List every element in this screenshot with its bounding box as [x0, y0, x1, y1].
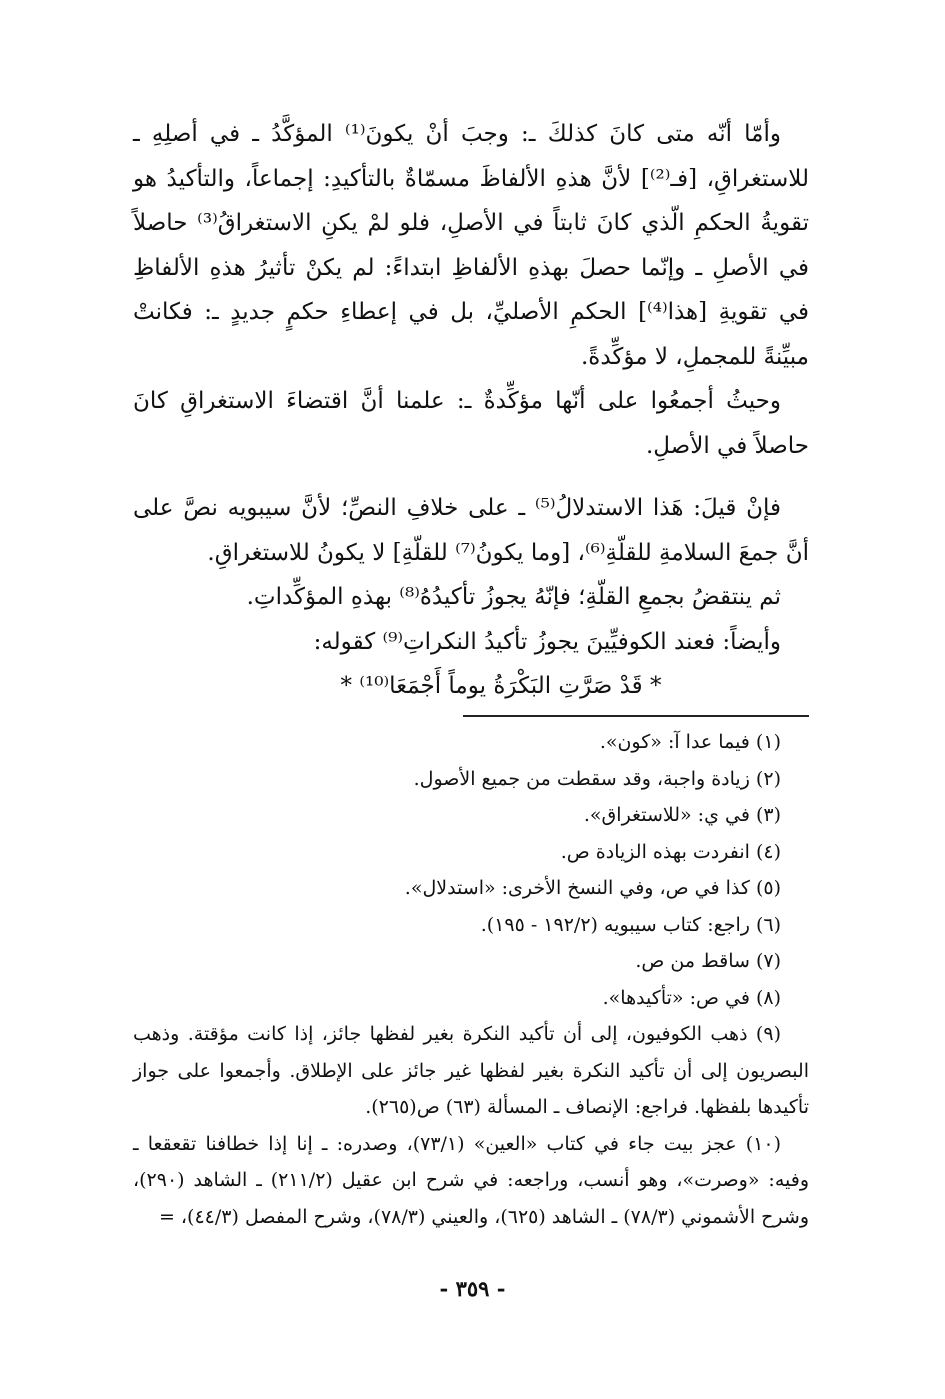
footnote-3: (٣) في ي: «للاستغراق».	[583, 804, 781, 826]
footnote-4: (٤) انفردت بهذه الزيادة ص.	[560, 840, 781, 863]
footnote-10: (١٠) عجز بيت جاء في كتاب «العين» (٧٣/١)، وصدره: ـ إنا إذا خطافنا تقعقعا ـ وفيه: «وصرت»، وهو أنسب، وراجعه: في شرح ابن عقيل (٢١١/٢) ـ الشاهد (٢٩٠)، وشرح الأشموني (٧٨/٣) ـ الشاهد (٦٢٥)، والعيني (٧٨/٣)، وشرح المفصل (٤٤/٣)، =	[133, 1132, 809, 1228]
footnotes	[133, 724, 809, 1235]
footnote-1: (١) فيما عدا آ: «كون».	[599, 731, 781, 753]
footnote-9: (٩) ذهب الكوفيون، إلى أن تأكيد النكرة بغير لفظها جائز، إذا كانت مؤقتة. وذهب البصريون إلى أن تأكيد النكرة بغير لفظها غير جائز على الإطلاق. وأجمعوا على جواز تأكيدها بلفظها. فراجع: الإنصاف ـ المسألة (٦٣) ص(٢٦٥).	[133, 1023, 809, 1118]
footnote-7: (٧) ساقط من ص.	[635, 950, 781, 972]
footnote-2: (٢) زيادة واجبة، وقد سقطت من جميع الأصول.	[413, 767, 781, 790]
paragraph-1: وأمّا أنّه متى كانَ كذلكَ ـ: وجبَ أنْ يكونَ⁽¹⁾ المؤكَّدُ ـ في أصلِهِ ـ للاستغراقِ، [فـ⁽²⁾] لأنَّ هذهِ الألفاظَ مسمّاةٌ بالتأكيدِ: إجماعاً، والتأكيدُ هو تقويةُ الحكمِ الّذي كانَ ثابتاً في الأصلِ، فلو لمْ يكنِ الاستغراقُ⁽³⁾ حاصلاً في الأصلِ ـ وإنّما حصلَ بهذهِ الألفاظِ ابتداءً: لم يكنْ تأثيرُ هذهِ الألفاظِ في تقويةِ [هذا⁽⁴⁾] الحكمِ الأصليِّ، بل في إعطاءِ حكمٍ جديدٍ ـ: فكانتْ مبيِّنةً للمجملِ، لا مؤكِّدةً.	[133, 121, 809, 370]
footnote-5: (٥) كذا في ص، وفي النسخ الأخرى: «استدلال».	[404, 877, 781, 899]
main-text	[133, 112, 809, 709]
paragraph-5: وأيضاً: فعند الكوفيِّينَ يجوزُ تأكيدُ النكراتِ⁽⁹⁾ كقوله:	[313, 628, 781, 655]
paragraph-4: ثم ينتقضُ بجمعِ القلّةِ؛ فإنّهُ يجوزُ تأكيدُهُ⁽⁸⁾ بهذهِ المؤكِّداتِ.	[246, 584, 781, 610]
footnote-6: (٦) راجع: كتاب سيبويه (١٩٢/٢ - ١٩٥).	[480, 913, 781, 936]
paragraph-3: فإنْ قيلَ: هَذا الاستدلالُ⁽⁵⁾ ـ على خلافِ النصِّ؛ لأنَّ سيبويه نصَّ على أنَّ جمعَ السلامةِ للقلّةِ⁽⁶⁾، [وما يكونُ⁽⁷⁾ للقلّةِ] لا يكونُ للاستغراقِ.	[133, 495, 809, 566]
paragraph-2: وحيثُ أجمعُوا على أنّها مؤكِّدةٌ ـ: علمنا أنَّ اقتضاءَ الاستغراقِ كانَ حاصلاً في الأصلِ.	[133, 388, 809, 459]
verse-line: * قَدْ صَرَّتِ البَكْرَةُ يوماً أَجْمَعَا⁽¹⁰⁾ *	[340, 673, 662, 699]
footnote-divider	[463, 715, 809, 717]
footnote-8: (٨) في ص: «تأكيدها».	[602, 986, 781, 1009]
page-number: - ٣٥٩ -	[439, 1276, 506, 1301]
